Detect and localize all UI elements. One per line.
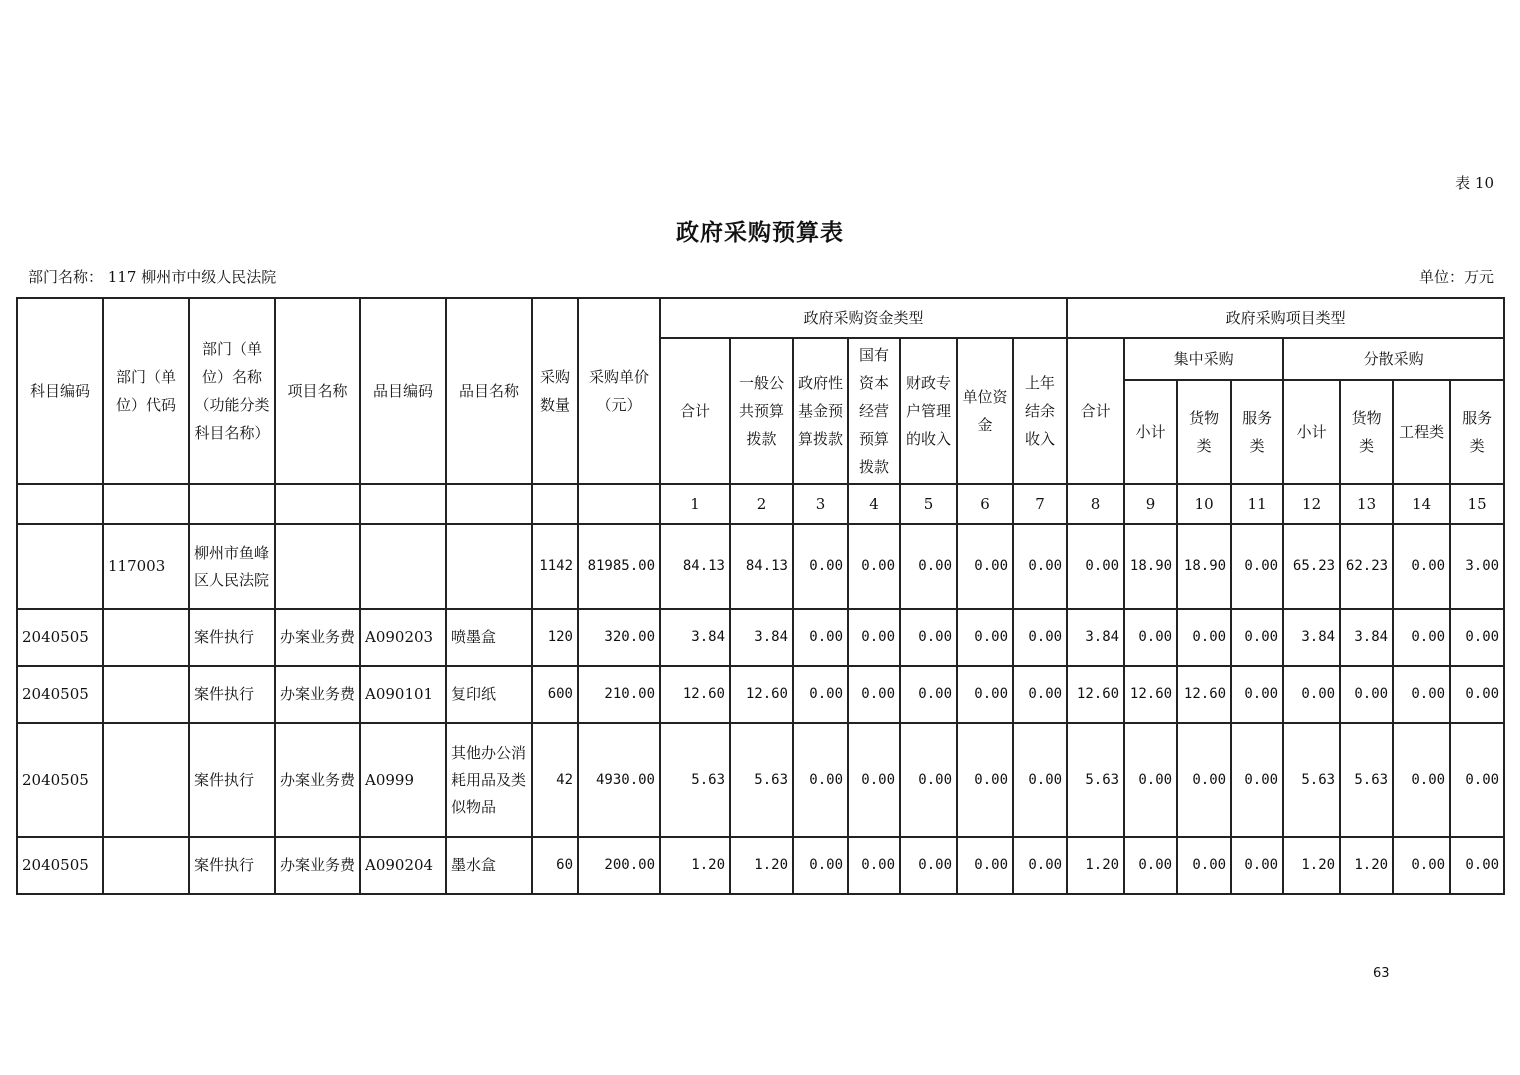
table-row	[17, 666, 1504, 723]
cell-project-name: 办案业务费	[275, 666, 360, 723]
department-line	[28, 266, 276, 287]
col-gov-fund-budget: 政府性基金预算拨款	[793, 338, 848, 484]
cell-value: 0.00	[1393, 666, 1450, 723]
cell-value: 0.00	[1231, 837, 1283, 894]
cell-value: 62.23	[1340, 524, 1393, 609]
cell-dept-name: 案件执行	[189, 609, 275, 666]
procurement-budget-table	[16, 297, 1505, 895]
cell-value: 0.00	[1124, 723, 1177, 837]
cell-item-code	[360, 524, 446, 609]
col-item-name: 品目名称	[446, 298, 532, 484]
cell-dept-code	[103, 723, 189, 837]
cell-value: 1.20	[1067, 837, 1124, 894]
cell-item-name: 墨水盒	[446, 837, 532, 894]
column-number: 11	[1231, 484, 1283, 524]
col-c-services: 服务类	[1231, 380, 1283, 484]
col-subject-code: 科目编码	[17, 298, 103, 484]
cell-dept-code: 117003	[103, 524, 189, 609]
cell-item-name: 其他办公消耗用品及类似物品	[446, 723, 532, 837]
group-decentralized: 分散采购	[1283, 338, 1504, 380]
cell-value: 1.20	[1283, 837, 1340, 894]
table-row	[17, 524, 1504, 609]
cell-subject-code: 2040505	[17, 666, 103, 723]
column-number: 2	[730, 484, 793, 524]
cell-value: 3.84	[660, 609, 730, 666]
cell-value: 0.00	[957, 609, 1013, 666]
col-unit-price: 采购单价（元）	[578, 298, 660, 484]
column-number: 1	[660, 484, 730, 524]
col-dept-name: 部门（单位）名称（功能分类科目名称）	[189, 298, 275, 484]
col-unit-funds: 单位资金	[957, 338, 1013, 484]
cell-value: 0.00	[848, 723, 900, 837]
column-number: 15	[1450, 484, 1504, 524]
cell-dept-code	[103, 609, 189, 666]
cell-value: 0.00	[1283, 666, 1340, 723]
cell-value: 0.00	[848, 837, 900, 894]
unit-label: 单位：万元	[1418, 268, 1494, 286]
cell-dept-code	[103, 666, 189, 723]
cell-item-code: A090204	[360, 837, 446, 894]
column-number: 10	[1177, 484, 1231, 524]
col-project-total: 合计	[1067, 338, 1124, 484]
col-carryover: 上年结余收入	[1013, 338, 1067, 484]
table-number: 表 10	[1455, 174, 1494, 192]
number-cell-empty	[189, 484, 275, 524]
cell-value: 0.00	[900, 609, 957, 666]
department-value: 117 柳州市中级人民法院	[107, 268, 277, 286]
cell-unit-price: 81985.00	[578, 524, 660, 609]
cell-value: 0.00	[1013, 666, 1067, 723]
column-number: 3	[793, 484, 848, 524]
cell-value: 0.00	[848, 524, 900, 609]
cell-dept-name: 案件执行	[189, 723, 275, 837]
number-cell-empty	[103, 484, 189, 524]
cell-value: 0.00	[1450, 723, 1504, 837]
cell-project-name	[275, 524, 360, 609]
cell-item-name: 喷墨盒	[446, 609, 532, 666]
cell-item-name: 复印纸	[446, 666, 532, 723]
cell-value: 0.00	[957, 666, 1013, 723]
cell-value: 12.60	[1177, 666, 1231, 723]
cell-value: 0.00	[793, 609, 848, 666]
cell-subject-code	[17, 524, 103, 609]
cell-project-name: 办案业务费	[275, 609, 360, 666]
cell-unit-price: 4930.00	[578, 723, 660, 837]
number-cell-empty	[446, 484, 532, 524]
table-row	[17, 723, 1504, 837]
cell-value: 0.00	[1177, 837, 1231, 894]
number-cell-empty	[17, 484, 103, 524]
cell-value: 0.00	[793, 837, 848, 894]
cell-value: 1.20	[730, 837, 793, 894]
cell-value: 3.00	[1450, 524, 1504, 609]
cell-value: 0.00	[1177, 609, 1231, 666]
column-number: 13	[1340, 484, 1393, 524]
col-c-goods: 货物类	[1177, 380, 1231, 484]
cell-value: 0.00	[1231, 524, 1283, 609]
cell-value: 12.60	[1067, 666, 1124, 723]
cell-value: 12.60	[660, 666, 730, 723]
cell-value: 0.00	[900, 666, 957, 723]
cell-value: 0.00	[1013, 837, 1067, 894]
cell-value: 0.00	[1124, 837, 1177, 894]
cell-value: 0.00	[848, 666, 900, 723]
cell-value: 12.60	[730, 666, 793, 723]
cell-quantity: 60	[532, 837, 578, 894]
group-centralized: 集中采购	[1124, 338, 1283, 380]
cell-value: 0.00	[900, 524, 957, 609]
column-number: 14	[1393, 484, 1450, 524]
cell-item-code: A090101	[360, 666, 446, 723]
cell-item-code: A0999	[360, 723, 446, 837]
cell-value: 0.00	[1450, 666, 1504, 723]
cell-item-code: A090203	[360, 609, 446, 666]
number-cell-empty	[275, 484, 360, 524]
col-dept-code: 部门（单位）代码	[103, 298, 189, 484]
cell-value: 5.63	[1283, 723, 1340, 837]
cell-value: 0.00	[1231, 666, 1283, 723]
cell-dept-name: 柳州市鱼峰区人民法院	[189, 524, 275, 609]
cell-subject-code: 2040505	[17, 609, 103, 666]
number-cell-empty	[360, 484, 446, 524]
cell-value: 0.00	[1340, 666, 1393, 723]
col-general-budget: 一般公共预算拨款	[730, 338, 793, 484]
table-row	[17, 837, 1504, 894]
column-number: 8	[1067, 484, 1124, 524]
cell-value: 3.84	[730, 609, 793, 666]
col-special-account: 财政专户管理的收入	[900, 338, 957, 484]
column-number: 9	[1124, 484, 1177, 524]
cell-value: 5.63	[1067, 723, 1124, 837]
col-fund-total: 合计	[660, 338, 730, 484]
cell-value: 0.00	[1393, 723, 1450, 837]
cell-value: 12.60	[1124, 666, 1177, 723]
cell-value: 84.13	[660, 524, 730, 609]
cell-project-name: 办案业务费	[275, 723, 360, 837]
cell-value: 18.90	[1177, 524, 1231, 609]
table-row	[17, 609, 1504, 666]
cell-unit-price: 320.00	[578, 609, 660, 666]
cell-value: 0.00	[1231, 609, 1283, 666]
cell-value: 0.00	[1393, 609, 1450, 666]
cell-value: 84.13	[730, 524, 793, 609]
cell-value: 0.00	[957, 723, 1013, 837]
column-number-row	[17, 484, 1504, 524]
col-state-capital: 国有资本经营预算拨款	[848, 338, 900, 484]
page-number: 63	[1373, 966, 1390, 981]
cell-value: 3.84	[1067, 609, 1124, 666]
cell-value: 0.00	[900, 837, 957, 894]
cell-value: 0.00	[1450, 609, 1504, 666]
cell-value: 0.00	[793, 723, 848, 837]
cell-value: 0.00	[1450, 837, 1504, 894]
cell-value: 5.63	[660, 723, 730, 837]
column-number: 7	[1013, 484, 1067, 524]
col-project-name: 项目名称	[275, 298, 360, 484]
cell-value: 3.84	[1283, 609, 1340, 666]
group-fund-type: 政府采购资金类型	[660, 298, 1067, 338]
group-project-type: 政府采购项目类型	[1067, 298, 1504, 338]
cell-value: 5.63	[730, 723, 793, 837]
cell-value: 1.20	[1340, 837, 1393, 894]
cell-value: 0.00	[1067, 524, 1124, 609]
cell-quantity: 600	[532, 666, 578, 723]
cell-quantity: 120	[532, 609, 578, 666]
cell-subject-code: 2040505	[17, 723, 103, 837]
cell-dept-name: 案件执行	[189, 837, 275, 894]
col-d-works: 工程类	[1393, 380, 1450, 484]
number-cell-empty	[532, 484, 578, 524]
column-number: 5	[900, 484, 957, 524]
cell-value: 1.20	[660, 837, 730, 894]
col-c-subtotal: 小计	[1124, 380, 1177, 484]
cell-dept-name: 案件执行	[189, 666, 275, 723]
cell-value: 3.84	[1340, 609, 1393, 666]
cell-value: 18.90	[1124, 524, 1177, 609]
department-label: 部门名称：	[28, 268, 104, 286]
cell-value: 0.00	[793, 666, 848, 723]
page-title: 政府采购预算表	[676, 219, 844, 246]
cell-unit-price: 200.00	[578, 837, 660, 894]
cell-value: 0.00	[1124, 609, 1177, 666]
col-item-code: 品目编码	[360, 298, 446, 484]
cell-value: 0.00	[1231, 723, 1283, 837]
cell-value: 0.00	[900, 723, 957, 837]
col-quantity: 采购数量	[532, 298, 578, 484]
column-number: 6	[957, 484, 1013, 524]
cell-quantity: 1142	[532, 524, 578, 609]
cell-value: 0.00	[1013, 524, 1067, 609]
cell-value: 0.00	[1013, 609, 1067, 666]
cell-quantity: 42	[532, 723, 578, 837]
cell-dept-code	[103, 837, 189, 894]
col-d-subtotal: 小计	[1283, 380, 1340, 484]
cell-project-name: 办案业务费	[275, 837, 360, 894]
cell-value: 5.63	[1340, 723, 1393, 837]
cell-value: 0.00	[957, 524, 1013, 609]
col-d-goods: 货物类	[1340, 380, 1393, 484]
cell-value: 0.00	[1177, 723, 1231, 837]
cell-value: 0.00	[1393, 837, 1450, 894]
cell-value: 0.00	[1393, 524, 1450, 609]
number-cell-empty	[578, 484, 660, 524]
cell-value: 0.00	[1013, 723, 1067, 837]
cell-item-name	[446, 524, 532, 609]
cell-value: 65.23	[1283, 524, 1340, 609]
cell-value: 0.00	[848, 609, 900, 666]
column-number: 4	[848, 484, 900, 524]
col-d-services: 服务类	[1450, 380, 1504, 484]
column-number: 12	[1283, 484, 1340, 524]
cell-value: 0.00	[957, 837, 1013, 894]
cell-subject-code: 2040505	[17, 837, 103, 894]
cell-unit-price: 210.00	[578, 666, 660, 723]
cell-value: 0.00	[793, 524, 848, 609]
